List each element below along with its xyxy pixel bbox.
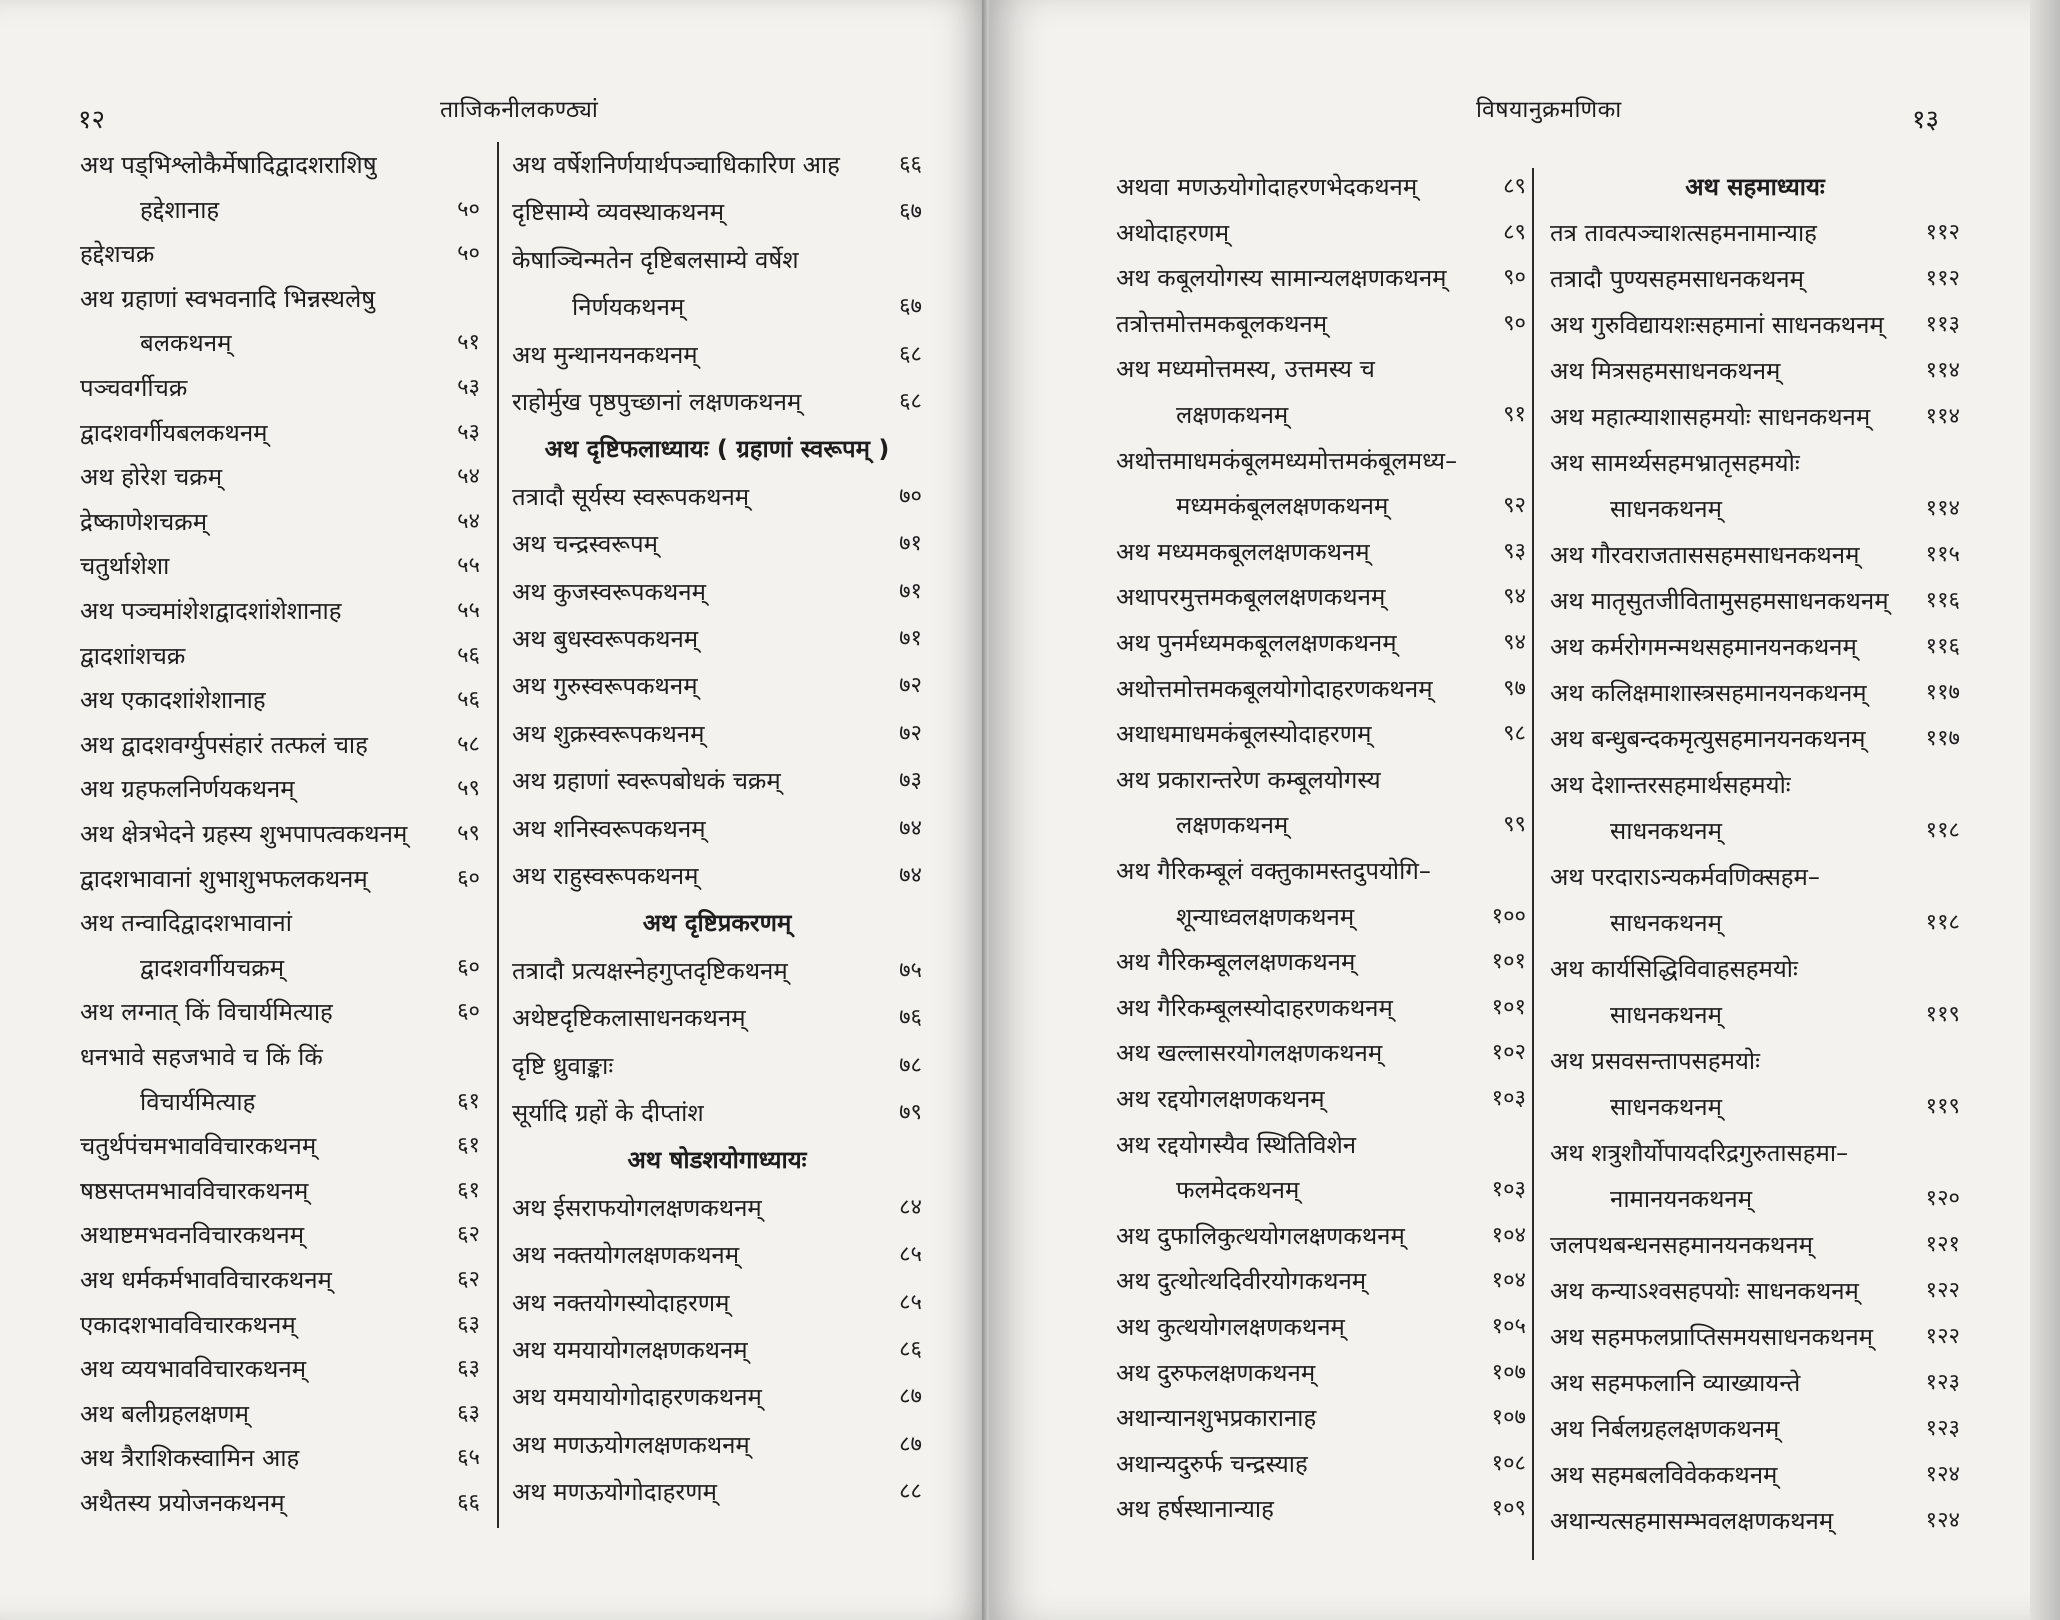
toc-entry-title: षष्ठसप्तमभावविचारकथनम् xyxy=(80,1176,309,1205)
toc-entry-page-number: ९३ xyxy=(1503,538,1526,564)
toc-entry-page-number: १०७ xyxy=(1491,1359,1526,1385)
toc-entry-title: अथ खल्लासरयोगलक्षणकथनम् xyxy=(1116,1039,1383,1068)
toc-entry-page-number: ८९ xyxy=(1503,219,1526,245)
toc-entry-title: अथ गुरुस्वरूपकथनम् xyxy=(512,672,698,701)
toc-entry-title: अथ दुत्थोत्थदिवीरयोगकथनम् xyxy=(1116,1267,1367,1296)
toc-entry-title: अथ प्रसवसन्तापसहमयोः xyxy=(1550,1047,1760,1075)
toc-entry-title: अथ सहमबलविवेककथनम् xyxy=(1550,1461,1778,1489)
toc-entry-title: अथ ग्रहफलनिर्णयकथनम् xyxy=(80,775,295,804)
toc-entry-page-number: ७४ xyxy=(899,815,922,841)
running-header-right: विषयानुक्रमणिका xyxy=(1476,97,1622,123)
toc-entry-title: तत्रादौ पुण्यसहमसाधनकथनम् xyxy=(1550,265,1804,293)
toc-entry-title: अथ शत्रुशौर्योपायदरिद्रगुरुतासहमा– xyxy=(1550,1139,1849,1167)
toc-entry-title: मध्यमकंबूललक्षणकथनम् xyxy=(1176,492,1389,521)
toc-entry-title: पञ्चवर्गीचक्र xyxy=(80,374,188,402)
toc-entry-page-number: ६५ xyxy=(457,1445,480,1471)
toc-entry-page-number: ८७ xyxy=(899,1384,922,1410)
toc-entry-title: केषाञ्चिन्मतेन दृष्टिबलसाम्ये वर्षेश xyxy=(512,245,799,274)
toc-entry-title: सूर्यादि ग्रहों के दीप्तांश xyxy=(512,1099,704,1127)
toc-entry-title: अथ मणऊयोगलक्षणकथनम् xyxy=(512,1430,750,1459)
toc-entry-title: अथ गुरुविद्यायशःसहमानां साधनकथनम् xyxy=(1550,311,1884,339)
page-number-left: १२ xyxy=(78,105,106,135)
toc-entry-page-number: ६० xyxy=(457,999,480,1025)
toc-entry-page-number: ९२ xyxy=(1503,493,1526,519)
toc-entry-title: अथ शनिस्वरूपकथनम् xyxy=(512,814,706,843)
toc-entry-page-number: ७२ xyxy=(899,673,922,699)
toc-section-heading: अथ षोडशयोगाध्यायः xyxy=(627,1146,807,1175)
toc-entry-title: द्वादशवर्गीयचक्रम् xyxy=(140,953,285,982)
toc-entry-title: द्वादशांशचक्र xyxy=(80,641,186,670)
toc-entry-title: अथापरमुत्तमकबूललक्षणकथनम् xyxy=(1116,583,1386,612)
toc-entry-title: अथ देशान्तरसहमार्थसहमयोः xyxy=(1550,771,1791,799)
toc-entry-page-number: १०४ xyxy=(1491,1268,1526,1294)
toc-entry-title: नामानयनकथनम् xyxy=(1610,1185,1753,1213)
toc-entry-page-number: ११२ xyxy=(1925,220,1960,245)
toc-entry-page-number: ७१ xyxy=(899,626,922,651)
toc-entry-title: साधनकथनम् xyxy=(1610,817,1722,845)
toc-entry-title: लक्षणकथनम् xyxy=(1176,811,1289,840)
toc-entry-title: अथ कुजस्वरूपकथनम् xyxy=(512,577,706,606)
toc-entry-page-number: ११७ xyxy=(1925,680,1960,705)
toc-entry-page-number: ११६ xyxy=(1925,588,1960,613)
toc-entry-title: बलकथनम् xyxy=(140,329,232,358)
toc-entry-title: अथ दुरुफलक्षणकथनम् xyxy=(1116,1358,1316,1387)
toc-entry-page-number: ६३ xyxy=(457,1311,480,1337)
toc-entry-title: दृष्टि ध्रुवाङ्काः xyxy=(512,1051,614,1080)
toc-entry-title: द्वादशवर्गीयबलकथनम् xyxy=(80,418,268,447)
toc-entry-page-number: ५६ xyxy=(457,687,480,713)
toc-entry-title: अथैतस्य प्रयोजनकथनम् xyxy=(80,1489,285,1517)
toc-entry-page-number: ६८ xyxy=(899,341,922,367)
toc-entry-page-number: ५४ xyxy=(457,464,480,490)
toc-entry-title: अथ धर्मकर्मभावविचारकथनम् xyxy=(80,1266,332,1294)
toc-entry-title: अथोदाहरणम् xyxy=(1116,218,1230,247)
toc-entry-page-number: १०३ xyxy=(1491,1086,1526,1111)
page-number-right: १३ xyxy=(1912,105,1940,135)
toc-entry-title: अथ चन्द्रस्वरूपम् xyxy=(512,530,659,559)
toc-entry-title: अथ प्रकारान्तरेण कम्बूलयोगस्य xyxy=(1116,765,1381,794)
toc-entry-title: जलपथबन्धनसहमानयनकथनम् xyxy=(1550,1231,1814,1259)
toc-entry-title: अथ कर्मरोगमन्मथसहमानयनकथनम् xyxy=(1550,633,1857,661)
toc-entry-page-number: ६१ xyxy=(457,1177,480,1203)
toc-entry-page-number: १०० xyxy=(1491,903,1526,929)
toc-entry-page-number: ५१ xyxy=(457,330,480,356)
toc-entry-page-number: १०५ xyxy=(1491,1314,1526,1339)
toc-entry-title: अथान्यानशुभप्रकारानाह xyxy=(1116,1404,1317,1433)
toc-entry-page-number: ५८ xyxy=(457,731,480,757)
toc-entry-title: शून्याध्वलक्षणकथनम् xyxy=(1176,902,1355,931)
toc-entry-page-number: १२१ xyxy=(1925,1232,1960,1257)
toc-entry-title: अथ मुन्थानयनकथनम् xyxy=(512,340,698,369)
toc-entry-title: दृष्टिसाम्ये व्यवस्थाकथनम् xyxy=(512,198,725,227)
toc-section-heading: अथ सहमाध्यायः xyxy=(1685,173,1825,201)
toc-entry-title: साधनकथनम् xyxy=(1610,1093,1722,1121)
toc-entry-page-number: ८६ xyxy=(899,1337,922,1362)
toc-entry-title: अथ हर्षस्थानान्याह xyxy=(1116,1495,1274,1524)
toc-entry-title: अथ पञ्चमांशेशद्वादशांशेशानाह xyxy=(80,597,342,625)
toc-entry-page-number: ६० xyxy=(457,954,480,980)
toc-entry-page-number: १२२ xyxy=(1925,1278,1960,1303)
toc-entry-title: अथ गैरिकम्बूलस्योदाहरणकथनम् xyxy=(1116,993,1393,1022)
toc-entry-title: अथ रद्दयोगस्यैव स्थितिविशेन xyxy=(1116,1130,1357,1159)
toc-entry-page-number: १०२ xyxy=(1491,1040,1526,1066)
toc-entry-page-number: ७४ xyxy=(899,863,922,888)
toc-entry-page-number: ७९ xyxy=(899,1100,922,1125)
toc-entry-page-number: ५६ xyxy=(457,642,480,668)
toc-entry-title: एकादशभावविचारकथनम् xyxy=(80,1310,296,1339)
toc-entry-title: अथ मित्रसहमसाधनकथनम् xyxy=(1550,357,1781,385)
toc-entry-title: अथ मध्यमोत्तमस्य, उत्तमस्य च xyxy=(1116,355,1375,384)
toc-entry-title: चतुर्थपंचमभावविचारकथनम् xyxy=(80,1132,317,1161)
toc-entry-page-number: १२४ xyxy=(1925,1508,1960,1533)
toc-entry-page-number: ९० xyxy=(1503,265,1526,291)
toc-entry-title: विचार्यमित्याह xyxy=(140,1087,256,1116)
toc-section-heading: अथ दृष्टिप्रकरणम् xyxy=(642,909,792,938)
toc-entry-page-number: १२२ xyxy=(1925,1324,1960,1349)
toc-entry-title: अथ निर्बलग्रहलक्षणकथनम् xyxy=(1550,1415,1780,1443)
toc-entry-page-number: ५९ xyxy=(457,821,480,846)
toc-entry-page-number: १०८ xyxy=(1491,1450,1526,1476)
toc-entry-page-number: १०१ xyxy=(1491,949,1526,975)
toc-entry-title: अथान्यदुरुर्फ चन्द्रस्याह xyxy=(1116,1449,1308,1478)
toc-entry-page-number: ५५ xyxy=(457,598,480,623)
toc-entry-page-number: १०७ xyxy=(1491,1405,1526,1431)
toc-entry-title: अथ लग्नात् किं विचार्यमित्याह xyxy=(80,998,333,1027)
toc-entry-title: अथ त्रैराशिकस्वामिन आह xyxy=(80,1444,300,1473)
toc-entry-title: अथ एकादशांशेशानाह xyxy=(80,686,266,715)
page-edge xyxy=(2030,0,2060,1620)
toc-entry-title: तत्रादौ सूर्यस्य स्वरूपकथनम् xyxy=(512,482,750,511)
toc-entry-page-number: ९० xyxy=(1503,310,1526,336)
toc-entry-page-number: ७५ xyxy=(899,957,922,983)
toc-entry-page-number: ६३ xyxy=(457,1356,480,1382)
toc-entry-title: अथवा मणऊयोगोदाहरणभेदकथनम् xyxy=(1116,173,1418,201)
toc-entry-page-number: ९४ xyxy=(1503,630,1526,655)
toc-entry-title: अथ बुधस्वरूपकथनम् xyxy=(512,625,699,653)
toc-entry-title: अथोत्तमोत्तमकबूलयोगोदाहरणकथनम् xyxy=(1116,674,1433,703)
toc-entry-page-number: ६७ xyxy=(899,294,922,320)
right-page xyxy=(990,0,2060,1620)
toc-entry-title: अथ मातृसुतजीवितामुसहमसाधनकथनम् xyxy=(1550,587,1889,615)
toc-entry-title: अथ दुफालिकुत्थयोगलक्षणकथनम् xyxy=(1116,1221,1405,1250)
toc-entry-page-number: ११८ xyxy=(1925,818,1960,843)
toc-entry-title: अथ कबूलयोगस्य सामान्यलक्षणकथनम् xyxy=(1116,264,1447,293)
toc-entry-title: अथ ग्रहाणां स्वभवनादि भिन्नस्थलेषु xyxy=(80,284,376,313)
toc-entry-page-number: ७१ xyxy=(899,531,922,557)
toc-entry-page-number: ७३ xyxy=(899,768,922,794)
toc-entry-page-number: ७० xyxy=(899,483,922,509)
toc-entry-page-number: ८५ xyxy=(899,1289,922,1315)
toc-entry-page-number: १२० xyxy=(1925,1186,1960,1211)
toc-entry-title: अथ नक्तयोगस्योदाहरणम् xyxy=(512,1288,730,1317)
toc-entry-title: अथ रद्दयोगलक्षणकथनम् xyxy=(1116,1085,1325,1113)
toc-entry-title: अथ ग्रहाणां स्वरूपबोधकं चक्रम् xyxy=(512,767,781,796)
toc-entry-page-number: ५० xyxy=(457,196,480,222)
toc-entry-page-number: ११८ xyxy=(1925,910,1960,935)
toc-entry-title: अथ गैरिकम्बूललक्षणकथनम् xyxy=(1116,948,1356,977)
toc-column-left-1 xyxy=(80,150,480,1550)
toc-entry-page-number: ५३ xyxy=(457,419,480,445)
toc-entry-page-number: ११९ xyxy=(1925,1002,1960,1027)
toc-entry-title: अथ परदाराऽन्यकर्मवणिक्सहम– xyxy=(1550,863,1820,891)
toc-entry-title: अथ द्वादशवर्ग्युपसंहारं तत्फलं चाह xyxy=(80,730,368,759)
toc-entry-title: अथ गैरिकम्बूलं वक्तुकामस्तदुपयोगि– xyxy=(1116,857,1431,885)
toc-entry-title: अथ कार्यसिद्धिविवाहसहमयोः xyxy=(1550,955,1798,983)
toc-entry-title: अथ ईसराफयोगलक्षणकथनम् xyxy=(512,1193,762,1222)
toc-entry-page-number: ६१ xyxy=(457,1088,480,1114)
toc-column-right-1 xyxy=(1116,172,1526,1552)
toc-entry-page-number: ११३ xyxy=(1925,312,1960,337)
toc-column-left-2 xyxy=(512,150,922,1550)
toc-entry-page-number: ५९ xyxy=(457,776,480,802)
toc-entry-page-number: १०१ xyxy=(1491,994,1526,1020)
toc-entry-title: हद्देशचक्र xyxy=(80,240,155,269)
toc-entry-title: अथ क्षेत्रभेदने ग्रहस्य शुभपापत्वकथनम् xyxy=(80,820,408,848)
toc-entry-page-number: ९७ xyxy=(1503,675,1526,701)
toc-entry-title: अथ पुनर्मध्यमकबूललक्षणकथनम् xyxy=(1116,629,1397,657)
toc-entry-title: अथ यमयायोगलक्षणकथनम् xyxy=(512,1336,748,1364)
toc-entry-page-number: ७६ xyxy=(899,1005,922,1031)
column-divider-right xyxy=(1532,168,1534,1560)
toc-entry-page-number: ६२ xyxy=(457,1222,480,1248)
toc-entry-page-number: ८५ xyxy=(899,1242,922,1268)
toc-entry-page-number: ५३ xyxy=(457,375,480,400)
toc-entry-title: अथ बलीग्रहलक्षणम् xyxy=(80,1399,249,1428)
toc-entry-title: अथ सहमफलानि व्याख्यायन्ते xyxy=(1550,1369,1801,1397)
toc-entry-title: अथ नक्तयोगलक्षणकथनम् xyxy=(512,1241,740,1270)
toc-entry-page-number: १०९ xyxy=(1491,1496,1526,1522)
toc-entry-title: अथ बन्धुबन्दकमृत्युसहमानयनकथनम् xyxy=(1550,725,1866,753)
toc-entry-page-number: ११९ xyxy=(1925,1094,1960,1119)
toc-entry-title: तत्रोत्तमोत्तमकबूलकथनम् xyxy=(1116,309,1328,338)
toc-entry-page-number: ७१ xyxy=(899,578,922,604)
toc-entry-title: साधनकथनम् xyxy=(1610,495,1722,523)
toc-entry-page-number: ५५ xyxy=(457,553,480,579)
toc-entry-title: अथ सहमफलप्राप्तिसमयसाधनकथनम् xyxy=(1550,1323,1874,1351)
toc-entry-title: अथ कुत्थयोगलक्षणकथनम् xyxy=(1116,1313,1345,1341)
toc-entry-title: चतुर्थाशेशा xyxy=(80,552,170,581)
toc-entry-title: अथ राहुस्वरूपकथनम् xyxy=(512,862,699,890)
toc-column-right-2 xyxy=(1550,172,1960,1552)
toc-entry-page-number: ७८ xyxy=(899,1052,922,1078)
toc-entry-title: तत्रादौ प्रत्यक्षस्नेहगुप्तदृष्टिकथनम् xyxy=(512,956,788,985)
toc-entry-title: अथ व्ययभावविचारकथनम् xyxy=(80,1355,307,1384)
toc-entry-page-number: ११४ xyxy=(1925,404,1960,429)
toc-entry-title: अथान्यत्सहमासम्भवलक्षणकथनम् xyxy=(1550,1507,1834,1535)
toc-entry-title: तत्र तावत्पञ्चाशत्सहमनामान्याह xyxy=(1550,219,1817,247)
toc-entry-title: अथ पड्भिश्लोकैर्मेषादिद्वादशराशिषु xyxy=(80,151,377,179)
toc-entry-title: अथ गौरवराजताससहमसाधनकथनम् xyxy=(1550,541,1860,569)
toc-entry-title: निर्णयकथनम् xyxy=(572,293,685,322)
running-header-left: ताजिकनीलकण्ठ्यां xyxy=(440,97,599,123)
toc-entry-title: लक्षणकथनम् xyxy=(1176,401,1289,429)
toc-entry-title: अथोत्तमाधमकंबूलमध्यमोत्तमकंबूलमध्य– xyxy=(1116,446,1458,475)
toc-entry-title: साधनकथनम् xyxy=(1610,1001,1722,1029)
toc-entry-page-number: ५० xyxy=(457,241,480,267)
toc-entry-title: धनभावे सहजभावे च किं किं xyxy=(80,1043,323,1071)
toc-entry-page-number: ११७ xyxy=(1925,726,1960,751)
toc-entry-title: अथ होरेश चक्रम् xyxy=(80,463,223,492)
toc-entry-page-number: ११५ xyxy=(1925,542,1960,567)
toc-entry-page-number: ६२ xyxy=(457,1267,480,1292)
toc-entry-title: अथ यमयायोगोदाहरणकथनम् xyxy=(512,1383,762,1412)
toc-entry-page-number: ६० xyxy=(457,865,480,891)
toc-entry-title: अथ कन्याऽश्वसहपयोः साधनकथनम् xyxy=(1550,1277,1859,1305)
toc-entry-page-number: ८९ xyxy=(1503,174,1526,199)
toc-entry-title: अथाधमाधमकंबूलस्योदाहरणम् xyxy=(1116,720,1372,749)
toc-entry-title: अथाष्टमभवनविचारकथनम् xyxy=(80,1221,305,1250)
toc-entry-page-number: १०३ xyxy=(1491,1177,1526,1203)
toc-entry-page-number: ११४ xyxy=(1925,358,1960,383)
toc-entry-title: हद्देशानाह xyxy=(140,195,220,224)
toc-entry-page-number: ६८ xyxy=(899,389,922,414)
toc-entry-page-number: ११६ xyxy=(1925,634,1960,659)
toc-entry-page-number: १२३ xyxy=(1925,1416,1960,1441)
toc-entry-title: द्वादशभावानां शुभाशुभफलकथनम् xyxy=(80,864,368,893)
toc-entry-page-number: ९९ xyxy=(1503,812,1526,838)
toc-entry-page-number: ६६ xyxy=(457,1490,480,1515)
toc-entry-page-number: ९४ xyxy=(1503,584,1526,610)
toc-entry-page-number: ६३ xyxy=(457,1400,480,1426)
toc-entry-page-number: ८८ xyxy=(899,1479,922,1505)
toc-entry-title: द्रेष्काणेशचक्रम् xyxy=(80,507,208,536)
toc-entry-page-number: १०४ xyxy=(1491,1222,1526,1248)
toc-entry-title: अथ मणऊयोगोदाहरणम् xyxy=(512,1478,717,1507)
toc-entry-page-number: ९८ xyxy=(1503,721,1526,747)
toc-entry-page-number: ६१ xyxy=(457,1133,480,1159)
toc-entry-page-number: ११२ xyxy=(1925,266,1960,291)
column-divider-left xyxy=(497,142,499,1528)
toc-entry-page-number: १२४ xyxy=(1925,1462,1960,1487)
toc-entry-title: अथ शुक्रस्वरूपकथनम् xyxy=(512,719,705,748)
left-page xyxy=(0,0,985,1620)
toc-entry-page-number: ६६ xyxy=(899,152,922,177)
toc-entry-page-number: ९१ xyxy=(1503,402,1526,427)
toc-entry-page-number: ५४ xyxy=(457,508,480,534)
toc-entry-page-number: ८४ xyxy=(899,1194,922,1220)
toc-entry-page-number: ८७ xyxy=(899,1431,922,1457)
toc-entry-page-number: १२३ xyxy=(1925,1370,1960,1395)
toc-section-heading: अथ दृष्टिफलाध्यायः ( ग्रहाणां स्वरूपम् ) xyxy=(544,435,890,464)
toc-entry-title: अथेष्टदृष्टिकलासाधनकथनम् xyxy=(512,1004,746,1033)
toc-entry-title: राहोर्मुख पृष्ठपुच्छानां लक्षणकथनम् xyxy=(512,388,802,416)
toc-entry-page-number: ११४ xyxy=(1925,496,1960,521)
toc-entry-title: अथ कलिक्षमाशास्त्रसहमानयनकथनम् xyxy=(1550,679,1867,707)
toc-entry-page-number: ६७ xyxy=(899,199,922,225)
toc-entry-title: फलमेदकथनम् xyxy=(1176,1176,1300,1205)
toc-entry-title: अथ वर्षेशनिर्णयार्थपञ्चाधिकारिण आह xyxy=(512,151,840,179)
toc-entry-title: अथ महात्म्याशासहमयोः साधनकथनम् xyxy=(1550,403,1871,431)
toc-entry-page-number: ७२ xyxy=(899,720,922,746)
toc-entry-title: साधनकथनम् xyxy=(1610,909,1722,937)
toc-entry-title: अथ मध्यमकबूललक्षणकथनम् xyxy=(1116,537,1370,566)
toc-entry-title: अथ सामर्थ्यसहमभ्रातृसहमयोः xyxy=(1550,449,1800,477)
toc-entry-title: अथ तन्वादिद्वादशभावानां xyxy=(80,909,292,938)
